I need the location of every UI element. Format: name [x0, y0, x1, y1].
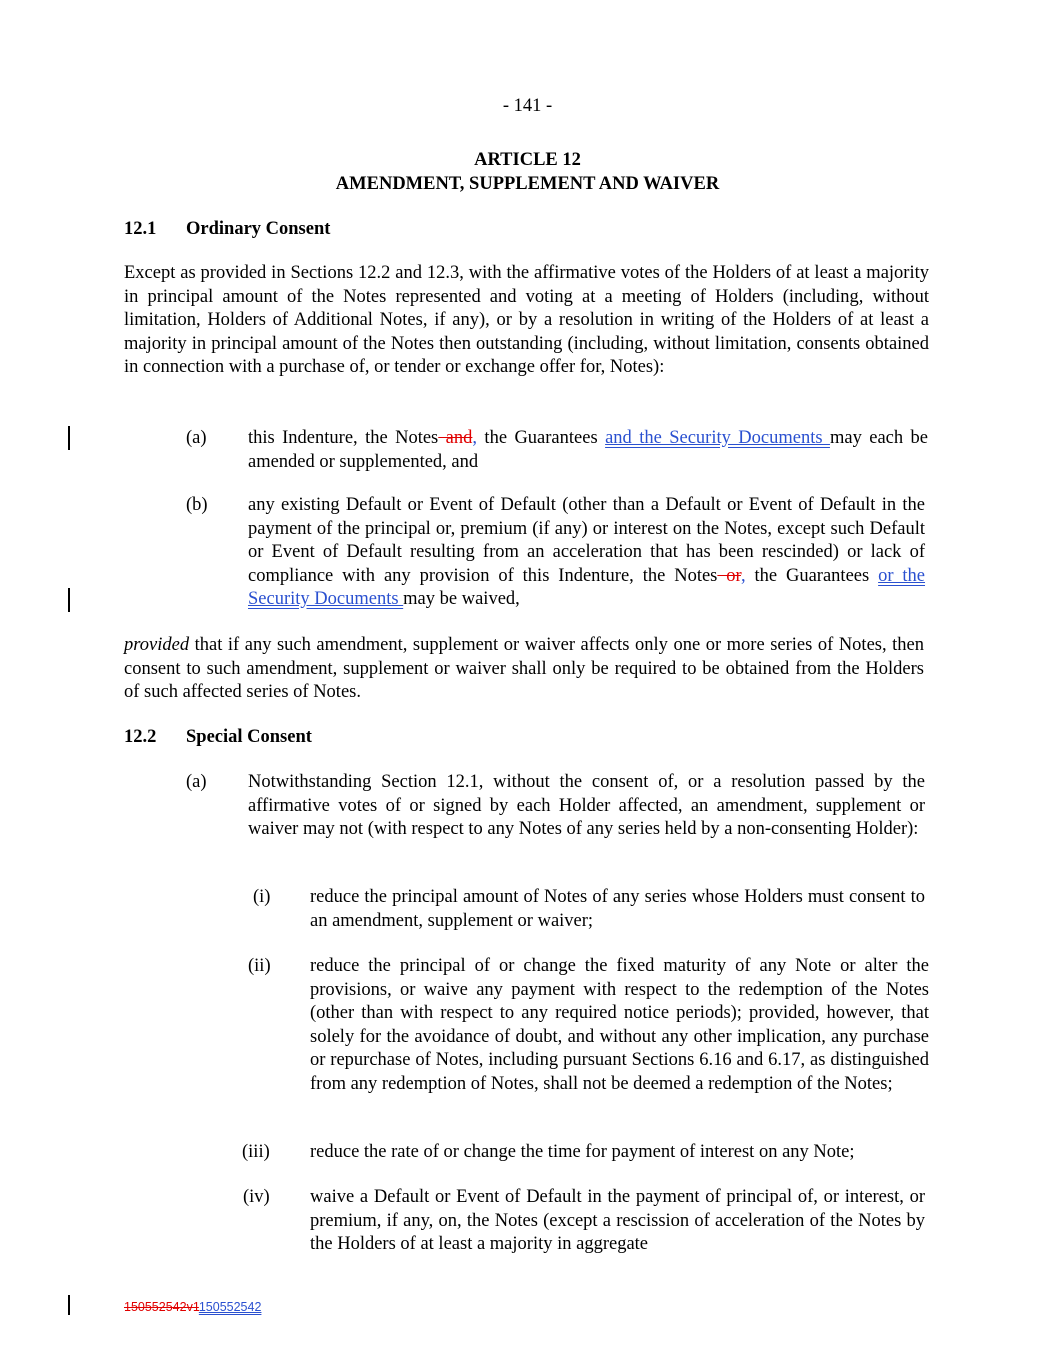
change-bar: [68, 588, 70, 612]
change-bar: [68, 1295, 70, 1315]
section-number-12-2: 12.2: [124, 727, 157, 747]
item-label-b: (b): [186, 495, 208, 515]
document-id-inserted: 150552542: [198, 1300, 262, 1314]
subitem-ii-text: reduce the principal of or change the fixed maturity of any Note or alter the provisions, or waive any payment with respect to the redemption of the Notes (other than with respect to any required notice periods); provided, however, that solely for the avoidance of doubt, and without any other implication, any purchase or repurchase of Notes, including pursuant Sections 6.16 and 6.17, as distinguished from any redemption of Notes, shall not be deemed a redemption of the Notes;: [310, 956, 929, 1094]
section-12-1-intro: Except as provided in Sections 12.2 and 12.3, with the affirmative votes of the Holders of at least a majority in principal amount of the Notes represented and voting at a meeting of Holders (including, without limitation, Holders of Additional Notes, if any), or by a resolution in writing of the Holders of at least a majority in principal amount of the Notes then outstanding (including, without limitation, consents obtained in connection with a purchase of, or tender or exchange offer for, Notes):: [124, 263, 929, 378]
inserted-text: ,: [740, 565, 746, 586]
proviso-paragraph: [124, 634, 924, 705]
document-id-footer: [124, 1299, 261, 1315]
subitem-label-ii: (ii): [248, 956, 271, 976]
item-a-text-2: the Guarantees: [477, 428, 606, 448]
deleted-text: or: [717, 565, 741, 586]
item-label-12-2-a: (a): [186, 772, 207, 792]
page-number: - 141 -: [502, 96, 553, 116]
section-title-12-1: Ordinary Consent: [186, 219, 331, 239]
section-number-12-1: 12.1: [124, 219, 157, 239]
item-label-a: (a): [186, 428, 207, 448]
subitem-iv-text: waive a Default or Event of Default in the payment of principal of, or interest, or premium, if any, on, the Notes (except a rescission of acceleration of the Notes by the Holders of at least a majority in aggregate: [310, 1187, 925, 1255]
inserted-text: and the Security Documents: [605, 428, 830, 448]
inserted-text: ,: [472, 428, 478, 448]
item-b-text-1: any existing Default or Event of Default (other than a Default or Event of Default in the payment of the principal or, premium (if any) or interest on the Notes, except such Default or Event of Default resulting from an acceleration that has been rescinded) or lack of compliance with any provision of this Indenture, the Notes: [248, 495, 925, 586]
proviso-text: that if any such amendment, supplement or waiver affects only one or more series of Notes, then consent to such amendment, supplement or waiver shall only be required to be obtained from the Holders of such affected series of Notes.: [124, 635, 924, 703]
item-a-text-3: may each be amended or supplemented, and: [248, 428, 928, 472]
document-id-deleted: 150552542v1: [124, 1300, 199, 1314]
proviso-italic: provided: [124, 635, 190, 655]
item-b-text-2: the Guarantees: [745, 565, 879, 586]
subitem-i-text: reduce the principal amount of Notes of any series whose Holders must consent to an amendment, supplement or waiver;: [310, 887, 925, 931]
article-title: AMENDMENT, SUPPLEMENT AND WAIVER: [335, 174, 720, 194]
deleted-text: and: [438, 428, 473, 448]
subitem-label-iii: (iii): [242, 1142, 270, 1162]
change-bar: [68, 426, 70, 450]
item-a-text-1: this Indenture, the Notes: [248, 428, 439, 448]
item-12-2-a-text: Notwithstanding Section 12.1, without the consent of, or a resolution passed by the affirmative votes of or signed by each Holder affected, an amendment, supplement or waiver may not (with respect to any Notes of any series held by a non-consenting Holder):: [248, 772, 925, 840]
item-b-text: [248, 494, 925, 612]
subitem-label-i: (i): [253, 887, 271, 907]
article-number: ARTICLE 12: [474, 150, 581, 170]
item-b-text-3: may be waived,: [403, 589, 520, 610]
subitem-label-iv: (iv): [243, 1187, 270, 1207]
subitem-iii-text: reduce the rate of or change the time for payment of interest on any Note;: [310, 1142, 855, 1162]
section-title-12-2: Special Consent: [186, 727, 312, 747]
inserted-text: or the Security Documents: [248, 565, 926, 610]
item-a-text: [248, 427, 928, 474]
